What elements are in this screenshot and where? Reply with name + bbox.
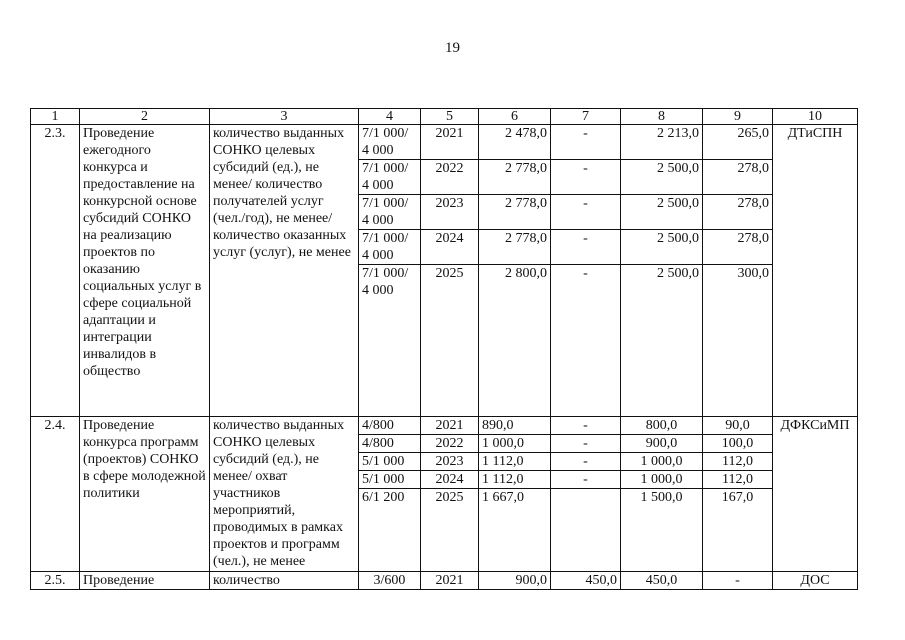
col7-cell <box>551 489 621 572</box>
item-indicator: количество выданных СОНКО целевых субсидий (ед.), не менее/ охват участников мероприятий, проводимых в рамках проектов и программ (чел.), не менее <box>210 417 359 572</box>
total-cell: 1 667,0 <box>479 489 551 572</box>
header-cell: 10 <box>773 109 858 125</box>
col9-cell: 100,0 <box>703 435 773 453</box>
total-cell: 2 800,0 <box>479 265 551 417</box>
year-cell: 2021 <box>421 125 479 160</box>
header-cell: 3 <box>210 109 359 125</box>
total-cell: 1 112,0 <box>479 453 551 471</box>
year-cell: 2021 <box>421 417 479 435</box>
header-cell: 5 <box>421 109 479 125</box>
total-cell: 890,0 <box>479 417 551 435</box>
col9-cell: 278,0 <box>703 195 773 230</box>
col9-cell: 90,0 <box>703 417 773 435</box>
col7-cell: - <box>551 125 621 160</box>
col8-cell: 450,0 <box>621 572 703 590</box>
col7-cell: 450,0 <box>551 572 621 590</box>
col9-cell: 278,0 <box>703 230 773 265</box>
col7-cell: - <box>551 265 621 417</box>
col7-cell: - <box>551 453 621 471</box>
header-cell: 7 <box>551 109 621 125</box>
item-number: 2.5. <box>31 572 80 590</box>
item-indicator: количество <box>210 572 359 590</box>
table-row <box>31 417 858 435</box>
year-cell: 2025 <box>421 265 479 417</box>
responsible: ДФКСиМП <box>773 417 858 572</box>
col9-cell: 167,0 <box>703 489 773 572</box>
col9-cell: 265,0 <box>703 125 773 160</box>
col7-cell: - <box>551 160 621 195</box>
col7-cell: - <box>551 230 621 265</box>
year-cell: 2024 <box>421 471 479 489</box>
col8-cell: 2 500,0 <box>621 265 703 417</box>
col8-cell: 2 213,0 <box>621 125 703 160</box>
year-cell: 2025 <box>421 489 479 572</box>
col9-cell: - <box>703 572 773 590</box>
col8-cell: 2 500,0 <box>621 230 703 265</box>
col7-cell: - <box>551 417 621 435</box>
target-value: 6/1 200 <box>359 489 421 572</box>
year-cell: 2023 <box>421 195 479 230</box>
header-row <box>31 109 858 125</box>
col8-cell: 2 500,0 <box>621 195 703 230</box>
col9-cell: 112,0 <box>703 471 773 489</box>
col8-cell: 1 000,0 <box>621 453 703 471</box>
total-cell: 2 778,0 <box>479 195 551 230</box>
total-cell: 2 478,0 <box>479 125 551 160</box>
col8-cell: 1 500,0 <box>621 489 703 572</box>
header-cell: 9 <box>703 109 773 125</box>
col9-cell: 300,0 <box>703 265 773 417</box>
col9-cell: 278,0 <box>703 160 773 195</box>
year-cell: 2021 <box>421 572 479 590</box>
item-number: 2.3. <box>31 125 80 417</box>
col8-cell: 1 000,0 <box>621 471 703 489</box>
responsible: ДТиСПН <box>773 125 858 417</box>
col8-cell: 800,0 <box>621 417 703 435</box>
total-cell: 2 778,0 <box>479 230 551 265</box>
year-cell: 2024 <box>421 230 479 265</box>
target-value: 7/1 000/ 4 000 <box>359 160 421 195</box>
target-value: 7/1 000/ 4 000 <box>359 195 421 230</box>
target-value: 4/800 <box>359 435 421 453</box>
item-name: Проведение конкурса программ (проектов) СОНКО в сфере молодежной политики <box>80 417 210 572</box>
total-cell: 1 112,0 <box>479 471 551 489</box>
year-cell: 2022 <box>421 435 479 453</box>
col7-cell: - <box>551 195 621 230</box>
target-value: 5/1 000 <box>359 453 421 471</box>
responsible: ДОС <box>773 572 858 590</box>
header-cell: 2 <box>80 109 210 125</box>
col8-cell: 2 500,0 <box>621 160 703 195</box>
target-value: 7/1 000/ 4 000 <box>359 230 421 265</box>
program-table <box>30 108 858 590</box>
item-name: Проведение <box>80 572 210 590</box>
target-value: 7/1 000/ 4 000 <box>359 265 421 417</box>
header-cell: 8 <box>621 109 703 125</box>
col9-cell: 112,0 <box>703 453 773 471</box>
total-cell: 900,0 <box>479 572 551 590</box>
target-value: 3/600 <box>359 572 421 590</box>
header-cell: 1 <box>31 109 80 125</box>
table-row <box>31 572 858 590</box>
header-cell: 6 <box>479 109 551 125</box>
item-name: Проведение ежегодного конкурса и предоставление на конкурсной основе субсидий СОНКО на реализацию проектов по оказанию социальных услуг в сфере социальной адаптации и интеграции инвалидов в общество <box>80 125 210 417</box>
target-value: 5/1 000 <box>359 471 421 489</box>
col8-cell: 900,0 <box>621 435 703 453</box>
year-cell: 2023 <box>421 453 479 471</box>
total-cell: 1 000,0 <box>479 435 551 453</box>
item-indicator: количество выданных СОНКО целевых субсидий (ед.), не менее/ количество получателей услуг (чел./год), не менее/ количество оказанных услуг (услуг), не менее <box>210 125 359 417</box>
col7-cell: - <box>551 471 621 489</box>
page-number: 19 <box>445 40 460 56</box>
header-cell: 4 <box>359 109 421 125</box>
total-cell: 2 778,0 <box>479 160 551 195</box>
item-number: 2.4. <box>31 417 80 572</box>
year-cell: 2022 <box>421 160 479 195</box>
target-value: 4/800 <box>359 417 421 435</box>
table-row <box>31 125 858 160</box>
col7-cell: - <box>551 435 621 453</box>
target-value: 7/1 000/ 4 000 <box>359 125 421 160</box>
